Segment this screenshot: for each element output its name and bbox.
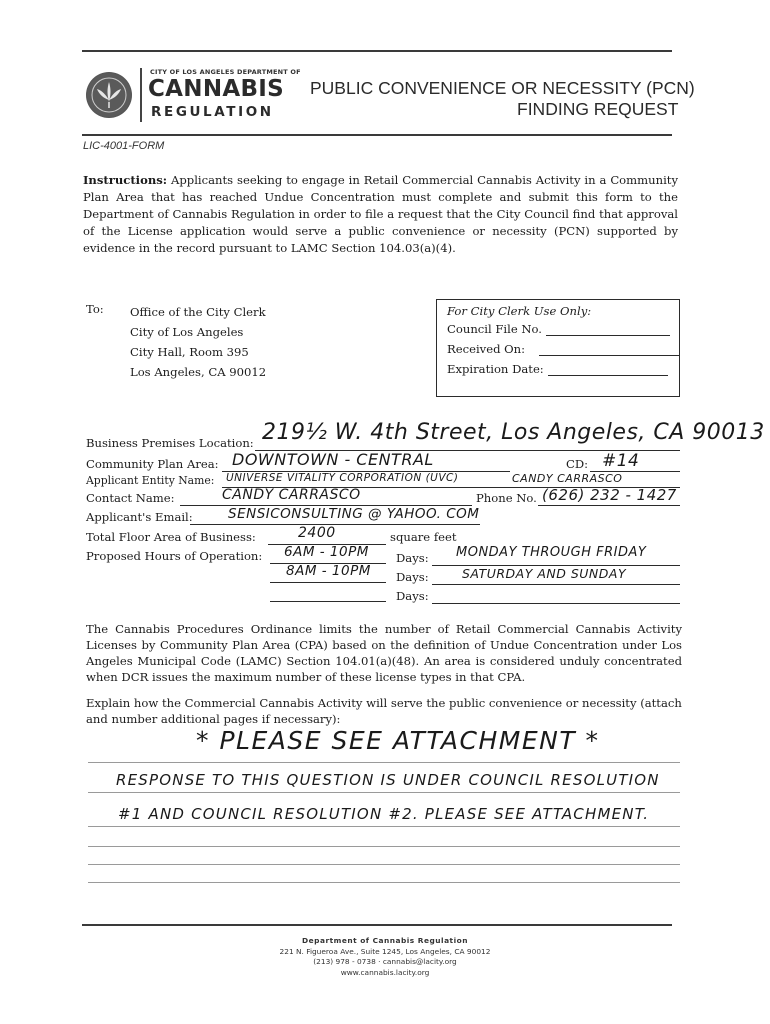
logo-cannabis-word: CANNABIS: [148, 76, 285, 102]
logo-divider: [140, 68, 142, 122]
logo-regulation-word: REGULATION: [151, 104, 274, 120]
received-on-field[interactable]: [539, 344, 679, 356]
email-value[interactable]: SENSICONSULTING @ YAHOO. COM: [228, 506, 480, 522]
council-file-row: [447, 322, 670, 336]
explain-answer-line3[interactable]: #1 AND COUNCIL RESOLUTION #2. PLEASE SEE ATTACHMENT.: [118, 805, 650, 823]
expiration-date-row: [447, 362, 668, 376]
square-feet-label: square feet: [390, 530, 457, 544]
hours-value-1[interactable]: 6AM - 10PM: [284, 544, 369, 560]
entity-name-label: Applicant Entity Name:: [86, 474, 215, 487]
hours-label: Proposed Hours of Operation:: [86, 549, 263, 563]
ordinance-paragraph: The Cannabis Procedures Ordinance limits the number of Retail Commercial Cannabis Activity Licenses by Community Plan Area (CPA) based on the definition of Undue Concentration under Los Angeles Municipal Code (LAMC) Section 104.01(a)(48). An area is considered unduly concentrated when DCR issues the maximum number of these license types in that CPA.: [86, 622, 682, 684]
council-file-label: Council File No.: [447, 322, 542, 336]
footer-block: [0, 936, 770, 978]
expiration-date-label: Expiration Date:: [447, 362, 544, 376]
days-line-2: [432, 584, 680, 585]
expiration-date-field[interactable]: [548, 364, 668, 376]
to-address-line: City of Los Angeles: [130, 325, 244, 339]
phone-line: [538, 505, 680, 506]
explain-answer-line2[interactable]: RESPONSE TO THIS QUESTION IS UNDER COUNCIL RESOLUTION: [116, 771, 660, 789]
days-label-1: Days:: [396, 551, 429, 565]
days-label-2: Days:: [396, 570, 429, 584]
entity-name-value-2[interactable]: CANDY CARRASCO: [512, 472, 623, 485]
form-title-line1: PUBLIC CONVENIENCE OR NECESSITY (PCN): [310, 78, 695, 98]
header-top-rule: [82, 50, 672, 52]
form-title-line2: FINDING REQUEST: [517, 99, 679, 119]
answer-write-line: [88, 826, 680, 827]
community-plan-value[interactable]: DOWNTOWN - CENTRAL: [232, 450, 434, 469]
received-on-row: [447, 342, 679, 356]
footer-rule: [82, 924, 672, 926]
to-address-line: Los Angeles, CA 90012: [130, 365, 267, 379]
answer-write-line: [88, 762, 680, 763]
hours-line-2: [270, 582, 386, 583]
clerk-box-header: For City Clerk Use Only:: [447, 304, 592, 318]
footer-contact: (213) 978 - 0738 · cannabis@lacity.org: [313, 957, 457, 966]
hours-line-3[interactable]: [270, 601, 386, 602]
phone-value[interactable]: (626) 232 - 1427: [542, 486, 677, 504]
header-bottom-rule: [82, 134, 672, 136]
contact-name-value[interactable]: CANDY CARRASCO: [222, 487, 361, 503]
entity-name-value[interactable]: UNIVERSE VITALITY CORPORATION (UVC): [226, 472, 459, 484]
business-location-value[interactable]: 219½ W. 4th Street, Los Angeles, CA 90013: [262, 420, 765, 445]
to-address-line: Office of the City Clerk: [130, 305, 266, 319]
explain-prompt: Explain how the Commercial Cannabis Activity will serve the public convenience or necessity (attach and number additional pages if necessary):: [86, 696, 682, 726]
footer-address: 221 N. Figueroa Ave., Suite 1245, Los Angeles, CA 90012: [279, 946, 491, 956]
explain-answer-line1[interactable]: * PLEASE SEE ATTACHMENT *: [196, 726, 600, 755]
floor-area-value[interactable]: 2400: [298, 525, 336, 541]
cd-value[interactable]: #14: [602, 451, 640, 471]
floor-area-label: Total Floor Area of Business:: [86, 530, 256, 544]
phone-label: Phone No.: [476, 491, 537, 505]
days-label-3: Days:: [396, 589, 429, 603]
instructions-text: Applicants seeking to engage in Retail Commercial Cannabis Activity in a Community Plan Area that has reached Undue Concentration must complete and submit this form to the Department of Cannabis Regulation in order to file a request that the City Council find that approval of the License application would serve a public convenience or necessity (PCN) supported by evidence in the record pursuant to LAMC Section 104.03(a)(4).: [83, 173, 679, 255]
footer-dept: Department of Cannabis Regulation: [302, 936, 468, 945]
received-on-label: Received On:: [447, 342, 526, 356]
days-value-1[interactable]: MONDAY THROUGH FRIDAY: [456, 545, 647, 560]
answer-write-line[interactable]: [88, 882, 680, 883]
contact-name-label: Contact Name:: [86, 491, 175, 505]
council-file-field[interactable]: [546, 324, 670, 336]
footer-website: www.cannabis.lacity.org: [340, 967, 430, 977]
city-clerk-use-box: [436, 299, 680, 397]
answer-write-line: [88, 792, 680, 793]
instructions-label: Instructions:: [83, 173, 168, 187]
to-address-line: City Hall, Room 395: [130, 345, 249, 359]
business-location-label: Business Premises Location:: [86, 436, 254, 450]
to-label: To:: [86, 302, 104, 316]
email-label: Applicant's Email:: [86, 510, 193, 524]
instructions-paragraph: [83, 172, 678, 257]
logo-dept-line: CITY OF LOS ANGELES DEPARTMENT OF: [150, 68, 301, 76]
to-address-block: [130, 302, 266, 382]
cannabis-leaf-seal-icon: [86, 72, 132, 118]
answer-write-line[interactable]: [88, 864, 680, 865]
answer-write-line[interactable]: [88, 846, 680, 847]
cd-label: CD:: [566, 457, 589, 471]
days-value-2[interactable]: SATURDAY AND SUNDAY: [462, 566, 627, 581]
days-line-3[interactable]: [432, 603, 680, 604]
community-plan-label: Community Plan Area:: [86, 457, 219, 471]
form-id: LIC-4001-FORM: [83, 140, 165, 152]
hours-value-2[interactable]: 8AM - 10PM: [286, 563, 371, 579]
